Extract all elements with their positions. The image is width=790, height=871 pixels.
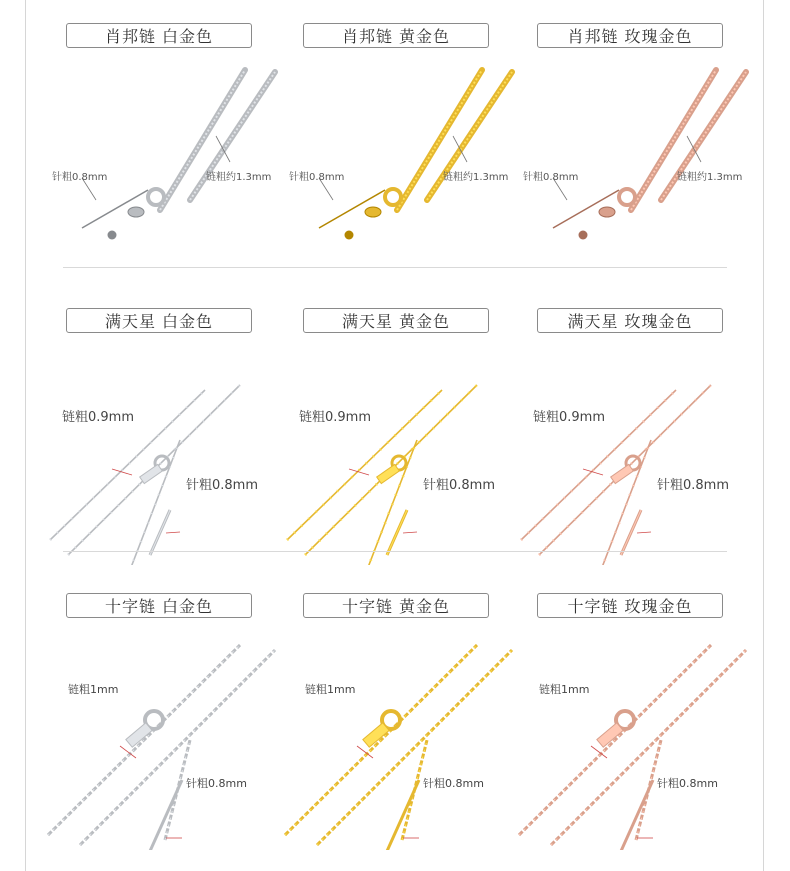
chain-illustration <box>511 345 751 565</box>
chain-note: 链粗0.9mm <box>533 410 606 425</box>
chain-illustration <box>511 630 751 850</box>
chain-illustration <box>277 345 517 565</box>
product-label: 满天星 玫瑰金色 <box>537 308 723 333</box>
chain-drawing <box>40 630 280 850</box>
chain-illustration <box>40 345 280 565</box>
chain-note: 链粗约1.3mm <box>677 172 743 183</box>
pin-note: 针粗0.8mm <box>186 777 247 790</box>
product-label: 肖邦链 玫瑰金色 <box>537 23 723 48</box>
product-label: 十字链 白金色 <box>66 593 252 618</box>
chain-note: 链粗1mm <box>539 683 590 696</box>
star-chain-section <box>0 285 790 570</box>
chain-drawing <box>277 630 517 850</box>
chain-note: 链粗0.9mm <box>299 410 372 425</box>
product-label: 肖邦链 白金色 <box>66 23 252 48</box>
product-card[interactable] <box>511 0 751 285</box>
chain-illustration <box>277 630 517 850</box>
chain-note: 链粗1mm <box>68 683 119 696</box>
product-card[interactable] <box>511 570 751 855</box>
product-label: 满天星 黄金色 <box>303 308 489 333</box>
chain-note: 链粗0.9mm <box>62 410 135 425</box>
product-card[interactable] <box>277 0 517 285</box>
pin-note: 针粗0.8mm <box>423 777 484 790</box>
product-card[interactable] <box>40 285 280 570</box>
chain-drawing <box>511 345 751 565</box>
product-label: 满天星 白金色 <box>66 308 252 333</box>
section-divider <box>63 267 727 268</box>
pin-note: 针粗0.8mm <box>657 777 718 790</box>
product-label: 十字链 玫瑰金色 <box>537 593 723 618</box>
pin-note: 针粗0.8mm <box>186 478 259 493</box>
pin-note: 针粗0.8mm <box>289 172 345 183</box>
product-card[interactable] <box>40 0 280 285</box>
chain-note: 链粗约1.3mm <box>443 172 509 183</box>
product-card[interactable] <box>511 285 751 570</box>
chopin-chain-section <box>0 0 790 285</box>
chain-drawing <box>40 345 280 565</box>
product-label: 十字链 黄金色 <box>303 593 489 618</box>
product-label: 肖邦链 黄金色 <box>303 23 489 48</box>
product-card[interactable] <box>277 570 517 855</box>
pin-note: 针粗0.8mm <box>52 172 108 183</box>
chain-illustration <box>40 630 280 850</box>
chain-drawing <box>277 345 517 565</box>
chain-note: 链粗约1.3mm <box>206 172 272 183</box>
chain-note: 链粗1mm <box>305 683 356 696</box>
pin-note: 针粗0.8mm <box>423 478 496 493</box>
product-card[interactable] <box>277 285 517 570</box>
cross-chain-section <box>0 570 790 855</box>
section-divider <box>63 551 727 552</box>
chain-drawing <box>511 630 751 850</box>
product-card[interactable] <box>40 570 280 855</box>
pin-note: 针粗0.8mm <box>523 172 579 183</box>
pin-note: 针粗0.8mm <box>657 478 730 493</box>
